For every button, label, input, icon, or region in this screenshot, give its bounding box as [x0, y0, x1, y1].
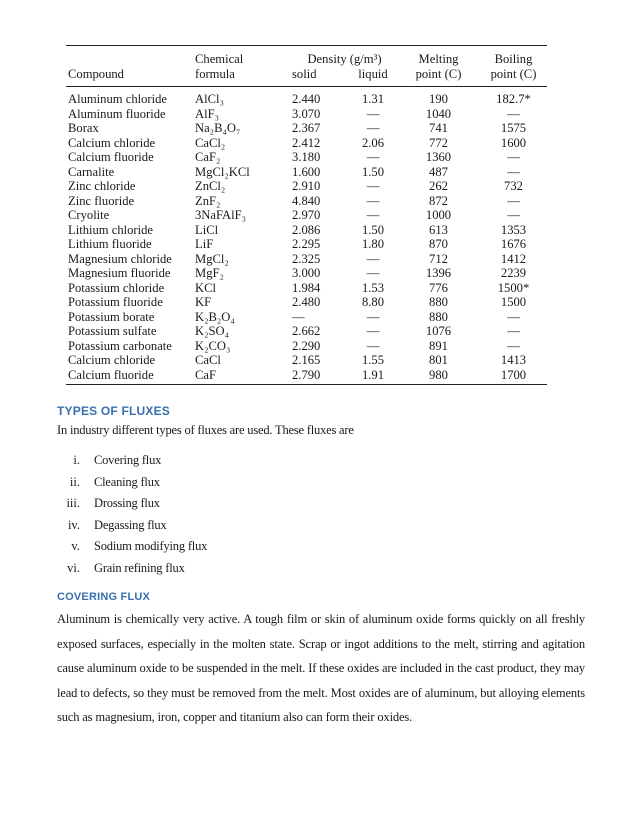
density-liquid-cell: 1.91 [361, 367, 385, 382]
header-density-solid: solid [292, 66, 317, 81]
melting-point-cell: 776 [429, 280, 448, 295]
boiling-point-cell: — [507, 164, 520, 179]
list-item-label: Sodium modifying flux [94, 539, 208, 554]
chemical-formula-cell: K₂CO₃ [195, 338, 231, 353]
density-solid-cell: 1.600 [292, 164, 321, 179]
boiling-point-cell: 1500 [500, 295, 527, 309]
table-row [66, 194, 547, 209]
flux-types-list [57, 453, 207, 583]
melting-point-cell: 980 [429, 367, 448, 382]
table-row [66, 86, 547, 107]
chemical-formula-cell: Na₂B₄O₇ [195, 121, 241, 135]
compound-name-cell: Calcium fluoride [68, 367, 154, 382]
table-header-row-top [66, 46, 547, 67]
boiling-point-cell: 1353 [500, 222, 527, 237]
density-solid-cell: 2.290 [292, 338, 321, 353]
melting-point-cell: 870 [429, 237, 448, 251]
density-solid-cell: 2.367 [292, 121, 321, 135]
compound-name-cell: Magnesium fluoride [68, 266, 171, 280]
list-item-label: Cleaning flux [94, 474, 160, 489]
list-item [57, 518, 207, 540]
list-item [57, 561, 207, 583]
table-row [66, 339, 547, 354]
list-item-number: ii. [69, 474, 80, 489]
covering-flux-heading: COVERING FLUX [57, 591, 151, 603]
chemical-formula-cell: CaF₂ [195, 150, 221, 164]
density-solid-cell: 2.325 [292, 251, 321, 266]
types-of-fluxes-heading: TYPES OF FLUXES [57, 404, 171, 418]
table-row [66, 136, 547, 151]
density-liquid-cell: — [366, 150, 380, 164]
boiling-point-cell: — [507, 208, 520, 222]
table-row [66, 223, 547, 238]
table-header-row-bottom [66, 67, 547, 87]
melting-point-cell: 1076 [425, 324, 452, 338]
compound-name-cell: Magnesium chloride [68, 251, 172, 266]
density-liquid-cell: — [366, 266, 380, 280]
melting-point-cell: 1040 [425, 106, 452, 121]
density-liquid-cell: 1.80 [361, 237, 385, 251]
boiling-point-cell: 1700 [500, 367, 527, 382]
boiling-point-cell: 1600 [500, 135, 527, 150]
density-liquid-cell: — [366, 208, 380, 222]
compound-name-cell: Calcium chloride [68, 353, 156, 367]
compound-name-cell: Calcium fluoride [68, 150, 154, 164]
list-item-number: i. [73, 453, 80, 467]
table-row [66, 353, 547, 368]
list-item-number: vi. [67, 560, 80, 575]
boiling-point-cell: 1500* [497, 280, 530, 295]
boiling-point-cell: — [507, 106, 520, 121]
chemical-formula-cell: CaF [195, 367, 216, 382]
table-row [66, 179, 547, 194]
chemical-formula-cell: MgCl₂KCl [195, 164, 250, 179]
header-melting-top: Melting [418, 52, 459, 66]
density-liquid-cell: — [366, 309, 380, 324]
chemical-formula-cell: K₂SO₄ [195, 324, 229, 338]
density-solid-cell: 3.180 [292, 150, 321, 164]
table-row [66, 121, 547, 136]
density-liquid-cell: — [366, 179, 380, 193]
chemical-formula-cell: LiF [195, 237, 214, 251]
density-liquid-cell: 1.53 [361, 280, 385, 295]
table-row [66, 252, 547, 267]
melting-point-cell: 891 [429, 338, 448, 353]
boiling-point-cell: — [507, 338, 520, 353]
compound-name-cell: Lithium chloride [68, 222, 153, 237]
density-liquid-cell: 1.50 [361, 222, 385, 237]
compound-name-cell: Potassium carbonate [68, 338, 172, 353]
header-boiling-top: Boiling [494, 52, 533, 66]
boiling-point-cell: 1575 [500, 121, 527, 135]
chemical-formula-cell: KF [195, 295, 212, 309]
table-row [66, 324, 547, 339]
melting-point-cell: 880 [429, 309, 448, 324]
header-compound: Compound [68, 66, 124, 81]
density-liquid-cell: — [366, 251, 380, 266]
intro-text: In industry different types of fluxes are used. These fluxes are [57, 423, 354, 437]
boiling-point-cell: 2239 [500, 266, 527, 280]
compound-name-cell: Zinc fluoride [68, 193, 135, 208]
melting-point-cell: 1360 [425, 150, 452, 164]
list-item [57, 496, 207, 518]
table-row [66, 107, 547, 122]
compound-name-cell: Borax [68, 121, 99, 135]
boiling-point-cell: 732 [504, 179, 523, 193]
list-item-label: Drossing flux [94, 496, 160, 511]
density-solid-cell: 4.840 [292, 193, 321, 208]
melting-point-cell: 801 [429, 353, 448, 367]
density-liquid-cell: 2.06 [361, 135, 385, 150]
chemical-formula-cell: LiCl [195, 222, 219, 237]
compound-name-cell: Aluminum chloride [68, 92, 167, 106]
compound-name-cell: Carnalite [68, 164, 115, 179]
compound-name-cell: Calcium chloride [68, 135, 156, 150]
header-density-top: Density (g/m³) [307, 52, 382, 66]
list-item [57, 539, 207, 561]
list-item [57, 453, 207, 475]
density-solid-cell: 2.295 [292, 237, 321, 251]
boiling-point-cell: 1676 [500, 237, 527, 251]
table-mid-rule [66, 86, 547, 87]
density-liquid-cell: 8.80 [361, 295, 385, 309]
density-solid-cell: 2.412 [292, 135, 321, 150]
density-solid-cell: — [292, 309, 305, 324]
density-solid-cell: 3.070 [292, 106, 321, 121]
list-item-number: iv. [67, 517, 80, 532]
flux-properties-table [66, 45, 547, 385]
boiling-point-cell: — [507, 193, 520, 208]
chemical-formula-cell: MgF₂ [195, 266, 224, 280]
compound-name-cell: Potassium borate [68, 309, 155, 324]
chemical-formula-cell: CaCl [195, 353, 221, 367]
table-row [66, 150, 547, 165]
density-liquid-cell: — [366, 106, 380, 121]
boiling-point-cell: — [507, 324, 520, 338]
boiling-point-cell: 182.7* [496, 92, 531, 106]
melting-point-cell: 712 [429, 251, 448, 266]
melting-point-cell: 1396 [425, 266, 452, 280]
compound-name-cell: Zinc chloride [68, 179, 136, 193]
chemical-formula-cell: 3NaFAlF₃ [195, 208, 247, 222]
density-solid-cell: 2.480 [292, 295, 321, 309]
table-body [66, 86, 547, 384]
boiling-point-cell: — [507, 309, 520, 324]
density-solid-cell: 2.086 [292, 222, 321, 237]
melting-point-cell: 262 [429, 179, 448, 193]
density-liquid-cell: 1.50 [361, 164, 385, 179]
table-row [66, 266, 547, 281]
table-row [66, 208, 547, 223]
table-row [66, 295, 547, 310]
density-liquid-cell: 1.31 [361, 92, 385, 106]
table-row [66, 165, 547, 180]
density-solid-cell: 1.984 [292, 280, 321, 295]
list-item [57, 475, 207, 497]
chemical-formula-cell: KCl [195, 280, 216, 295]
list-item-label: Covering flux [94, 453, 162, 467]
list-item-label: Degassing flux [94, 517, 167, 532]
boiling-point-cell: 1412 [500, 251, 527, 266]
table-row [66, 310, 547, 325]
chemical-formula-cell: ZnCl₂ [195, 179, 226, 193]
density-solid-cell: 2.910 [292, 179, 321, 193]
density-liquid-cell: — [366, 338, 380, 353]
table-row [66, 281, 547, 296]
compound-name-cell: Potassium fluoride [68, 295, 163, 309]
list-item-number: v. [71, 539, 80, 554]
chemical-formula-cell: K₂B₂O₄ [195, 309, 235, 324]
melting-point-cell: 190 [429, 92, 448, 106]
table-row [66, 368, 547, 385]
boiling-point-cell: — [507, 150, 520, 164]
header-density-liquid: liquid [358, 66, 388, 81]
table-row [66, 237, 547, 252]
covering-flux-paragraph: Aluminum is chemically very active. A tough film or skin of aluminum oxide forms quickly on all freshly exposed surfaces, especially in the molten state. Scrap or ingot additions to the melt, stirring and agitation cause aluminum oxide to be suspended in the melt. If these oxides are included in the cast product, they may lead to defects, so they must be removed from the melt. Most oxides are of aluminum, but alloying elements such as magnesium, iron, copper and titanium also can form their oxides. [57, 612, 585, 724]
melting-point-cell: 772 [429, 135, 448, 150]
chemical-formula-cell: AlCl₃ [195, 92, 224, 106]
header-formula-bottom: formula [195, 66, 235, 81]
density-solid-cell: 2.970 [292, 208, 321, 222]
density-liquid-cell: — [366, 193, 380, 208]
compound-name-cell: Aluminum fluoride [68, 106, 166, 121]
density-solid-cell: 2.790 [292, 367, 321, 382]
melting-point-cell: 487 [429, 164, 448, 179]
density-liquid-cell: — [366, 121, 380, 135]
compound-name-cell: Cryolite [68, 208, 110, 222]
melting-point-cell: 1000 [425, 208, 452, 222]
chemical-formula-cell: AlF₃ [195, 106, 219, 121]
list-item-label: Grain refining flux [94, 560, 185, 575]
melting-point-cell: 741 [429, 121, 448, 135]
header-boiling-bottom: point (C) [490, 66, 537, 81]
list-item-number: iii. [66, 496, 80, 511]
table-bottom-rule [66, 384, 547, 385]
header-formula-top: Chemical [195, 52, 244, 66]
chemical-formula-cell: MgCl₂ [195, 251, 229, 266]
density-solid-cell: 3.000 [292, 266, 321, 280]
density-solid-cell: 2.662 [292, 324, 321, 338]
boiling-point-cell: 1413 [500, 353, 527, 367]
header-melting-bottom: point (C) [415, 66, 462, 81]
melting-point-cell: 880 [429, 295, 448, 309]
melting-point-cell: 613 [429, 222, 448, 237]
density-liquid-cell: — [366, 324, 380, 338]
density-solid-cell: 2.165 [292, 353, 321, 367]
compound-name-cell: Potassium chloride [68, 280, 165, 295]
density-liquid-cell: 1.55 [361, 353, 385, 367]
compound-name-cell: Lithium fluoride [68, 237, 152, 251]
chemical-formula-cell: ZnF₂ [195, 193, 221, 208]
melting-point-cell: 872 [429, 193, 448, 208]
density-solid-cell: 2.440 [292, 92, 321, 106]
compound-name-cell: Potassium sulfate [68, 324, 157, 338]
chemical-formula-cell: CaCl₂ [195, 135, 226, 150]
